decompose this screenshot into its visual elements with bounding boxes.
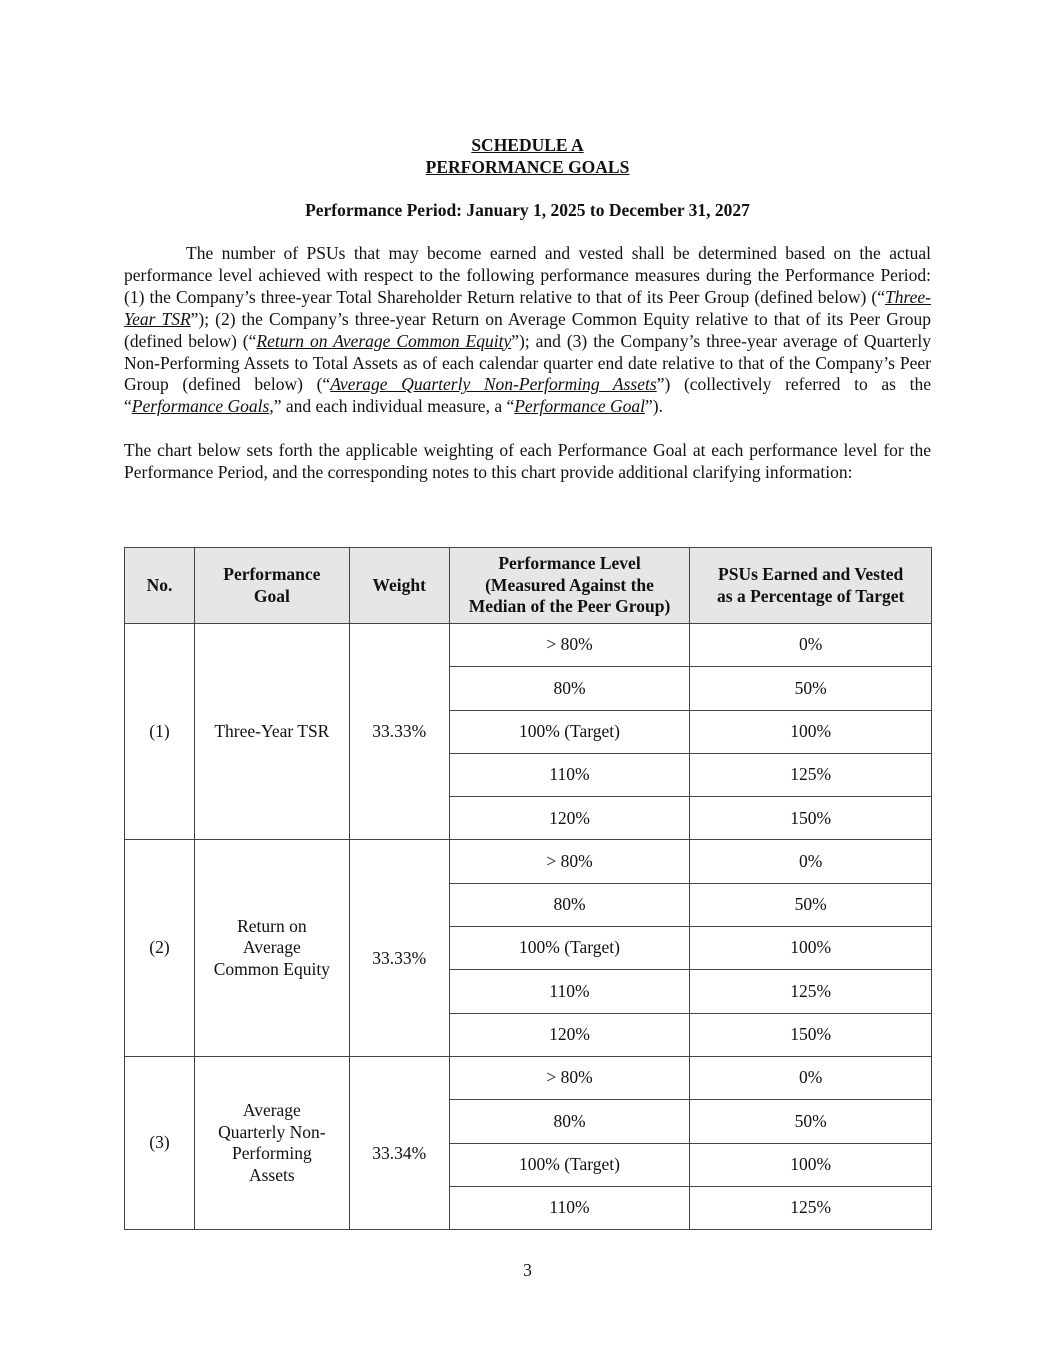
- goal-weight: 33.33%: [349, 840, 449, 1056]
- performance-level: > 80%: [449, 624, 690, 667]
- goal-name-line: Assets: [248, 1164, 295, 1185]
- goal-number: (2): [125, 840, 195, 1056]
- performance-level: 100% (Target): [449, 710, 690, 753]
- psus-earned: 150%: [690, 797, 932, 840]
- intro-text-f: ”).: [644, 396, 663, 417]
- header-no: No.: [125, 548, 195, 624]
- goal-name-line: Return on: [237, 915, 307, 936]
- intro-text-d: ”) (collectively referred to as the “: [124, 374, 931, 417]
- psus-earned: 125%: [690, 970, 932, 1013]
- goal-name-line: Average: [242, 1100, 301, 1121]
- header-earned-line1: PSUs Earned and Vested: [718, 564, 904, 584]
- psus-earned: 125%: [690, 753, 932, 796]
- document-page: [124, 134, 931, 484]
- goal-weight: 33.33%: [349, 624, 449, 840]
- performance-period: Performance Period: January 1, 2025 to December 31, 2027: [305, 200, 750, 220]
- goal-name-line: Three-Year TSR: [214, 720, 330, 741]
- psus-earned: 100%: [690, 927, 932, 970]
- intro-text-c: ”); and (3) the Company’s three-year average of Quarterly Non-Performing Assets to Total Assets as of each calendar quarter end date relative to that of the Company’s Peer Group (defined below) (“: [124, 330, 931, 395]
- table-row: [125, 840, 932, 883]
- header-goal-line2: Goal: [253, 585, 290, 606]
- header-level: [449, 548, 690, 624]
- psus-earned: 125%: [690, 1186, 932, 1229]
- psus-earned: 0%: [690, 624, 932, 667]
- psus-earned: 0%: [690, 1056, 932, 1099]
- performance-level: 120%: [449, 1013, 690, 1056]
- goal-name-line: Common Equity: [213, 958, 330, 979]
- intro-text-b: ”); (2) the Company’s three-year Return on Average Common Equity relative to that of its Peer Group (defined below) (“: [124, 308, 931, 351]
- goal-name: [194, 1056, 349, 1229]
- defined-term-roace: Return on Average Common Equity: [256, 330, 512, 351]
- defined-term-goals: Performance Goals: [131, 396, 270, 417]
- header-level-line3: Median of the Peer Group): [468, 596, 671, 617]
- intro-text-a: The number of PSUs that may become earned and vested shall be determined based on the actual performance level achieved with respect to the following performance measures during the Performance Period: (1) the Company’s three-year Total Shareholder Return relative to that of its Peer Group (defined below) (“: [124, 243, 931, 307]
- defined-term-goal: Performance Goal: [514, 396, 645, 417]
- performance-level: 120%: [449, 797, 690, 840]
- table-header-row: [125, 548, 932, 624]
- header-earned-line2: as a Percentage of Target: [717, 585, 905, 606]
- table-row: [125, 624, 932, 667]
- psus-earned: 100%: [690, 1143, 932, 1186]
- goal-name-line: Quarterly Non-: [218, 1121, 326, 1142]
- performance-level: > 80%: [449, 1056, 690, 1099]
- performance-goals-table: [124, 547, 932, 1230]
- goal-number: (3): [125, 1056, 195, 1229]
- goal-name: [194, 624, 349, 840]
- intro-text-e: ,” and each individual measure, a “: [269, 396, 515, 417]
- defined-term-tsr: Three-Year TSR: [124, 286, 931, 329]
- performance-level: 80%: [449, 667, 690, 710]
- psus-earned: 50%: [690, 667, 932, 710]
- schedule-title-line2: PERFORMANCE GOALS: [425, 157, 630, 177]
- performance-level: > 80%: [449, 840, 690, 883]
- performance-level: 110%: [449, 1186, 690, 1229]
- schedule-title: [124, 134, 931, 178]
- goal-name-line: Performing: [231, 1143, 312, 1164]
- performance-level: 110%: [449, 753, 690, 796]
- psus-earned: 150%: [690, 1013, 932, 1056]
- intro-paragraph: [124, 243, 931, 418]
- header-level-line1: Performance Level: [498, 553, 641, 574]
- schedule-title-line1: SCHEDULE A: [471, 135, 584, 155]
- psus-earned: 0%: [690, 840, 932, 883]
- goal-weight: 33.34%: [349, 1056, 449, 1229]
- chart-intro-paragraph: The chart below sets forth the applicable weighting of each Performance Goal at each performance level for the Performance Period, and the corresponding notes to this chart provide additional clarifying information:: [124, 440, 931, 483]
- page-number: 3: [523, 1260, 532, 1280]
- table-row: [125, 1056, 932, 1099]
- psus-earned: 50%: [690, 1100, 932, 1143]
- header-level-line2: (Measured Against the: [485, 574, 654, 595]
- goal-name: [194, 840, 349, 1056]
- header-earned: [690, 548, 932, 624]
- header-goal: [194, 548, 349, 624]
- header-goal-line1: Performance: [223, 564, 321, 584]
- goal-name-line: Average: [242, 937, 301, 958]
- header-weight: Weight: [349, 548, 449, 624]
- performance-level: 100% (Target): [449, 1143, 690, 1186]
- defined-term-npa: Average Quarterly Non-Performing Assets: [330, 374, 657, 395]
- performance-level: 80%: [449, 883, 690, 926]
- performance-level: 100% (Target): [449, 927, 690, 970]
- goal-number: (1): [125, 624, 195, 840]
- psus-earned: 100%: [690, 710, 932, 753]
- psus-earned: 50%: [690, 883, 932, 926]
- performance-level: 110%: [449, 970, 690, 1013]
- performance-level: 80%: [449, 1100, 690, 1143]
